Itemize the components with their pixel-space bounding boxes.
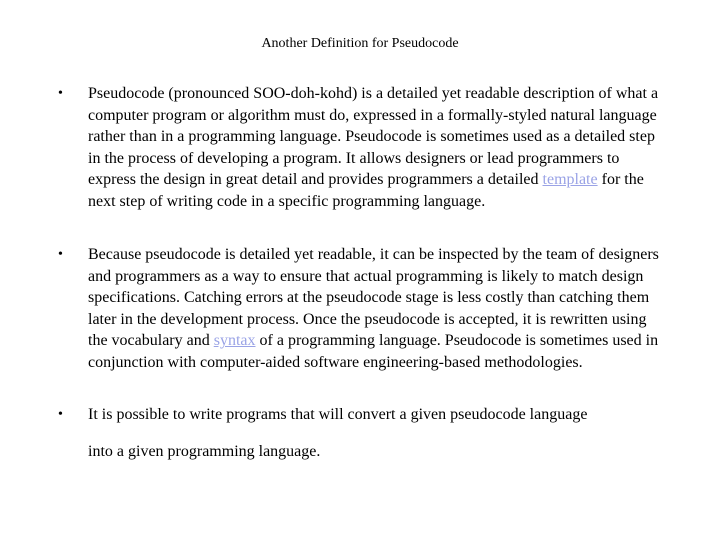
bullet-item-2 — [88, 244, 663, 374]
bullet-text: Pseudocode (pronounced SOO-doh-kohd) is a detailed yet readable description of what a computer program or algorithm must do, expressed in a formally-styled natural language rather than in a programming language. Pseudocode is sometimes used as a detailed step in the process of developing a program. It allows designers or lead programmers to express the design in great detail and provides programmers a detailed — [88, 85, 659, 189]
bullet-text: Because pseudocode is detailed yet readable, it can be inspected by the team of designers and programmers as a way to ensure that actual programming is likely to match design specifications. Catching errors at the pseudocode stage is less costly than catching them later in the development process. Once the pseudocode is accepted, it is rewritten using the vocabulary and — [88, 246, 659, 350]
bullet-marker: • — [58, 86, 63, 101]
bullet-text: of a programming language. Pseudocode is sometimes used in conjunction with computer-aided software engineering-based methodologies. — [88, 332, 659, 371]
bullet-item-3 — [88, 404, 663, 462]
bullet-text-line: It is possible to write programs that will convert a given pseudocode language — [88, 406, 588, 423]
template-link[interactable]: template — [542, 171, 598, 189]
syntax-link[interactable]: syntax — [213, 332, 256, 350]
bullet-item-1 — [88, 83, 663, 213]
bullet-text: for the next step of writing code in a specific programming language. — [88, 171, 644, 210]
slide-title: Another Definition for Pseudocode — [261, 36, 459, 51]
bullet-marker: • — [58, 247, 63, 262]
bullet-marker: • — [58, 407, 63, 422]
bullet-text-line: into a given programming language. — [88, 442, 321, 460]
